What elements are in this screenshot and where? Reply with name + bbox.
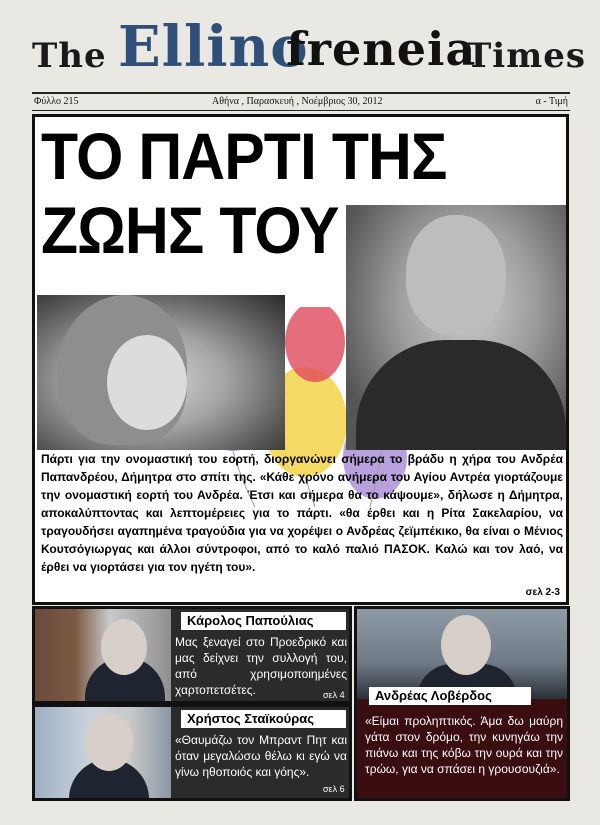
woman-photo <box>37 295 285 450</box>
side-story-page-ref: σελ 6 <box>323 784 345 794</box>
issue-date: Αθήνα , Παρασκευή , Νοέμβριος 30, 2012 <box>212 96 383 107</box>
woman-face <box>107 335 187 430</box>
side-story-text: «Είμαι προληπτικός. Άμα δω μαύρη γάτα στον δρόμο, την κυνηγάω την πιάνω και της κόβω την ουρά και την τρώω, για να σπάσει η γρουσουζιά». <box>365 714 563 776</box>
side-story-name: Χρήστος Σταϊκούρας <box>181 710 346 728</box>
side-story-name: Ανδρέας Λοβέρδος <box>369 687 531 705</box>
main-story <box>32 114 569 605</box>
side-story-photo <box>35 609 171 701</box>
man-suit <box>356 340 566 450</box>
dateline <box>32 92 570 111</box>
masthead-freneia: freneia <box>286 22 477 76</box>
masthead-the: The <box>32 36 107 76</box>
side-story-card <box>354 606 570 801</box>
side-story-page-ref: σελ 4 <box>323 690 345 700</box>
masthead-times: Times <box>466 36 586 76</box>
side-story-text: «Θαυμάζω τον Μπραντ Πητ και όταν μεγαλώσω θέλω κι εγώ να γίνω ηθοποιός και γόης». <box>175 733 347 779</box>
main-story-page-ref: σελ 2-3 <box>525 587 560 598</box>
side-story-text: Μας ξεναγεί στο Προεδρικό και μας δείχνει την συλλογή του, από χρησιμοποιημένες χαρτοπετσέτες. <box>175 635 347 697</box>
issue-price: α - Τιμή <box>535 96 568 107</box>
side-story-card <box>32 606 352 704</box>
side-story-name: Κάρολος Παπούλιας <box>181 612 346 630</box>
side-story-photo <box>35 707 171 798</box>
main-story-body: Πάρτι για την ονομαστική του εορτή, διοργανώνει σήμερα το βράδυ η χήρα του Ανδρέα Παπανδρέου, Δήμητρα στο σπίτι της. «Κάθε χρόνο ανήμερα του Αγίου Αντρέα γιορτάζουμε την ονομαστική εορτή του Ανδρέα. Έτσι και σήμερα θα το κάψουμε», δήλωσε η Δήμητρα, αποκαλύπτοντας και λεπτομέρειες για το πάρτι. «θα έρθει και η Ρίτα Σακελαρίου, να τραγουδήσει αγαπημένα τραγούδια για να χορέψει ο Ανδρέας ζεϊμπέκικο, θα είναι ο Μένιος Κουτσόγιωργας και άλλοι σύντροφοι, από το καλό παλιό ΠΑΣΟΚ. Καλώ και τον λαό, να έρθει να γιορτάσει για τον ηγέτη του». <box>41 452 563 574</box>
masthead <box>0 8 600 90</box>
main-headline: ΤΟ ΠΑΡΤΙ ΤΗΣ ΖΩΗΣ ΤΟΥ <box>41 119 447 267</box>
side-story-photo <box>357 609 567 699</box>
issue-number: Φύλλο 215 <box>34 96 79 107</box>
masthead-ellino: Ellino <box>118 14 309 80</box>
side-story-card <box>32 704 352 801</box>
side-stories <box>32 606 570 801</box>
